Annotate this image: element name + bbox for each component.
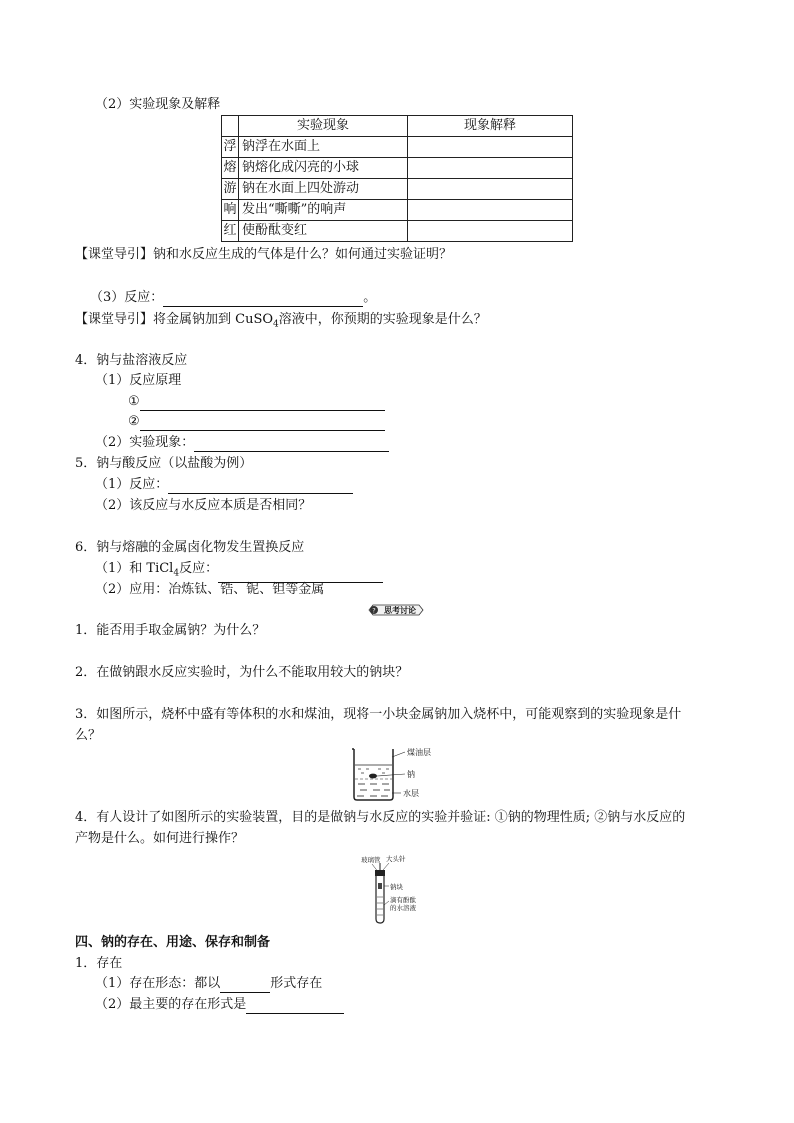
section-5-question: （2）该反应与水反应本质是否相同？: [95, 498, 312, 513]
tube-apparatus-figure: [355, 853, 440, 925]
answer-blank[interactable]: [194, 437, 389, 452]
row-explanation: [408, 179, 573, 200]
ticl4-pre: （1）和 TiCl: [95, 561, 174, 576]
principle-line-2: [128, 413, 385, 431]
kerosene-label: 煤油层: [407, 748, 431, 757]
guide2-text-post: 溶液中，你预期的实验现象是什么？: [278, 312, 487, 327]
row-key: 响: [222, 200, 239, 221]
beaker-figure: [345, 743, 435, 803]
answer-blank[interactable]: [140, 396, 385, 411]
table-header-explanation: 现象解释: [408, 116, 573, 137]
existence-form-pre: （1）存在形态：都以: [95, 976, 221, 991]
question-3-line-1: 3．如图所示，烧杯中盛有等体积的水和煤油，现将一小块金属钠加入烧杯中，可能观察到的实验现象是什: [75, 707, 682, 722]
sodium-block: [378, 883, 382, 889]
pin-label: 大头针: [386, 855, 406, 863]
existence-form-post: 形式存在: [270, 976, 323, 991]
phenomenon-label: （2）实验现象：: [95, 435, 195, 450]
svg-text:?: ?: [372, 606, 376, 615]
section-heading-phenomena: （2）实验现象及解释: [95, 97, 221, 112]
reaction-line-3: [90, 289, 376, 307]
water-layer-lines: [357, 784, 390, 796]
row-phenomenon: 使酚酞变红: [239, 221, 408, 242]
section-4-phenomenon: [95, 434, 389, 452]
reaction-label: （3）反应：: [90, 290, 164, 305]
row-phenomenon: 钠浮在水面上: [239, 137, 408, 158]
answer-blank[interactable]: [140, 416, 385, 431]
row-explanation: [408, 200, 573, 221]
existence-main-label: （2）最主要的存在形式是: [95, 997, 247, 1012]
solution-label-1: 滴有酚酞: [390, 896, 416, 904]
row-key: 熔: [222, 158, 239, 179]
table-header-row: [222, 116, 573, 137]
row-phenomenon: 钠在水面上四处游动: [239, 179, 408, 200]
row-explanation: [408, 137, 573, 158]
part-4-title: 四、钠的存在、用途、保存和制备: [75, 935, 271, 950]
row-key: 红: [222, 221, 239, 242]
classroom-guide-cuso4: [75, 311, 487, 334]
question-4-line-1: 4．有人设计了如图所示的实验装置，目的是做钠与水反应的实验并验证: ①钠的物理性质; ②钠与水反应的: [75, 810, 686, 825]
question-1: 1．能否用手取金属钠？为什么？: [75, 623, 266, 638]
table-row: [222, 179, 573, 200]
section-6-ticl4: [95, 560, 383, 583]
row-explanation: [408, 158, 573, 179]
section-6-application: （2）应用：冶炼钛、锆、铌、钽等金属: [95, 582, 325, 597]
table-header-blank: [222, 116, 239, 137]
existence-form-line: [95, 975, 322, 993]
solution-lines: [377, 903, 383, 915]
sodium-piece: [369, 774, 377, 779]
section-5-reaction: [95, 476, 353, 494]
section-4-principle: （1）反应原理: [95, 373, 182, 388]
think-badge-label: 思考讨论: [384, 606, 416, 615]
circle-1: ①: [128, 394, 140, 409]
phenomena-table: [221, 115, 573, 242]
solution-label-2: 的水溶液: [390, 904, 416, 912]
principle-line-1: [128, 393, 385, 411]
kerosene-layer-dots: [358, 769, 389, 773]
think-discuss-badge: [367, 604, 425, 616]
reaction-period: 。: [363, 290, 377, 305]
section-4-title: 4．钠与盐溶液反应: [75, 353, 188, 368]
answer-blank[interactable]: [246, 999, 344, 1014]
ticl4-subscript: 4: [173, 568, 180, 579]
classroom-guide-gas: 【课堂导引】钠和水反应生成的气体是什么？如何通过实验证明？: [75, 247, 453, 262]
table-row: [222, 221, 573, 242]
sodium-label: 钠: [407, 770, 415, 779]
ticl4-post: 反应：: [179, 561, 219, 576]
sodium-block-label: 钠块: [390, 883, 403, 891]
row-phenomenon: 钠熔化成闪亮的小球: [239, 158, 408, 179]
row-key: 游: [222, 179, 239, 200]
row-phenomenon: 发出“嘶嘶”的响声: [239, 200, 408, 221]
answer-blank[interactable]: [168, 479, 353, 494]
guide2-text-pre: 【课堂导引】将金属钠加到 CuSO: [75, 312, 274, 327]
answer-blank[interactable]: [163, 292, 363, 307]
existence-main-line: [95, 996, 344, 1014]
question-4-line-2: 产物是什么。如何进行操作？: [75, 831, 245, 846]
section-5-title: 5．钠与酸反应（以盐酸为例）: [75, 456, 253, 471]
row-explanation: [408, 221, 573, 242]
table-row: [222, 137, 573, 158]
table-row: [222, 200, 573, 221]
water-label: 水层: [403, 789, 419, 798]
reaction-label: （1）反应：: [95, 477, 169, 492]
question-3-line-2: 么？: [75, 728, 102, 743]
circle-2: ②: [128, 414, 140, 429]
row-key: 浮: [222, 137, 239, 158]
section-6-title: 6．钠与熔融的金属卤化物发生置换反应: [75, 540, 305, 555]
glass-tube-label: 玻璃管: [361, 856, 381, 864]
guide2-subscript: 4: [273, 319, 279, 330]
table-row: [222, 158, 573, 179]
answer-blank[interactable]: [220, 978, 270, 993]
table-header-phenomenon: 实验现象: [239, 116, 408, 137]
question-2: 2．在做钠跟水反应实验时，为什么不能取用较大的钠块？: [75, 665, 409, 680]
existence-title: 1．存在: [75, 956, 123, 971]
